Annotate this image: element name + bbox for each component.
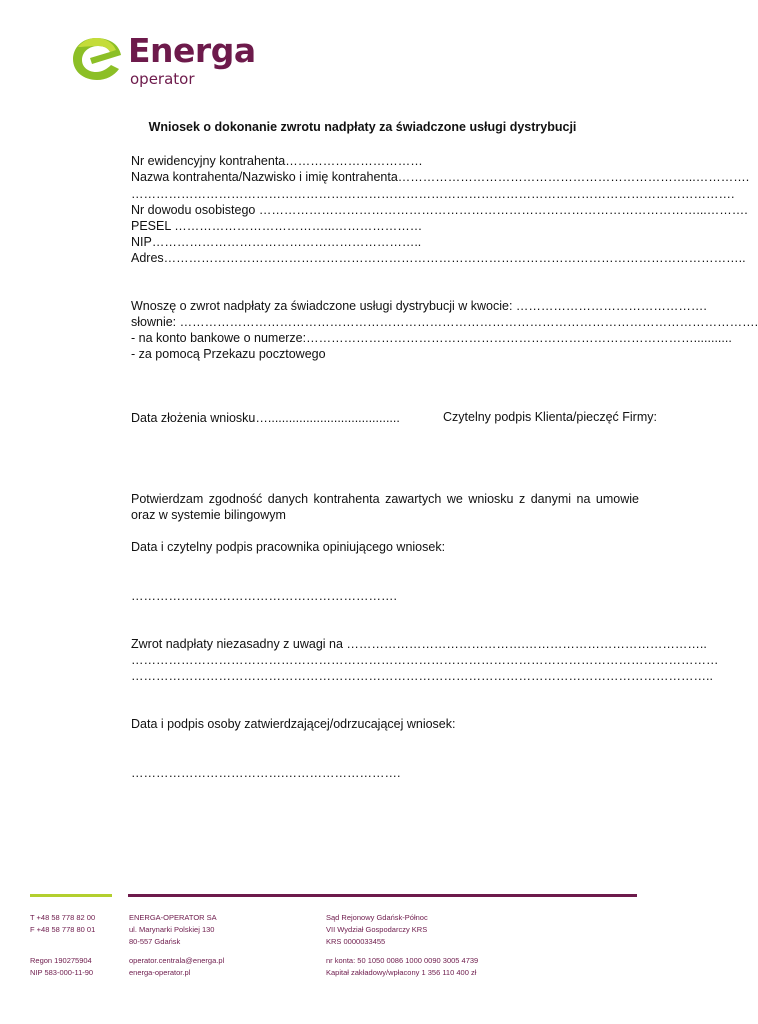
opinion-signature-line: ………………………………………………………. <box>131 589 397 603</box>
footer-court-division: VII Wydział Gospodarczy KRS <box>326 925 428 934</box>
refund-reason-line-3: ………………………………………………………………………………………………………………………….. <box>131 669 713 683</box>
energa-logo-mark-icon <box>70 32 126 88</box>
logo-wordmark: Energa <box>128 31 256 70</box>
footer-divider-green <box>30 894 112 897</box>
request-bank-account: - na konto bankowe o numerze:…………………………………………………………………………………........... <box>131 331 732 345</box>
field-nip: NIP……………………………………………………….. <box>131 235 422 249</box>
footer-email: operator.centrala@energa.pl <box>129 956 225 965</box>
footer-nip: NIP 583-000-11-90 <box>30 968 94 977</box>
footer-phone: T +48 58 778 82 00 <box>30 913 96 922</box>
approval-label: Data i podpis osoby zatwierdzającej/odrzucającej wniosek: <box>131 717 456 731</box>
document-title: Wniosek o dokonanie zwrotu nadpłaty za świadczone usługi dystrybucji <box>148 120 577 134</box>
field-address: Adres………………………………………………………………………………………………………………………….. <box>131 251 746 265</box>
footer-krs: KRS 0000033455 <box>326 937 386 946</box>
opinion-label: Data i czytelny podpis pracownika opiniującego wniosek: <box>131 540 446 554</box>
footer-bank-account: nr konta: 50 1050 0086 1000 0090 3005 4739 <box>326 956 479 965</box>
footer-divider-purple <box>128 894 637 897</box>
footer-fax: F +48 58 778 80 01 <box>30 925 96 934</box>
footer-share-capital: Kapitał zakładowy/wpłacony 1 356 110 400 zł <box>326 968 477 977</box>
footer-city: 80-557 Gdańsk <box>129 937 181 946</box>
field-pesel: PESEL ………………………………...………………… <box>131 219 423 233</box>
field-contractor-name: Nazwa kontrahenta/Nazwisko i imię kontrahenta……………………………………………………………...…………. <box>131 170 750 184</box>
confirmation-text: Potwierdzam zgodność danych kontrahenta zawartych we wniosku z danymi na umowie oraz w systemie bilingowym <box>131 492 639 522</box>
logo-subtitle: operator <box>130 70 195 88</box>
field-id-number: Nr dowodu osobistego ……………………………………………………………………………………………...………. <box>131 203 748 217</box>
request-amount-words: słownie: …………………………………………………………………………………………………………………………. <box>131 315 758 329</box>
request-postal-order: - za pomocą Przekazu pocztowego <box>131 347 326 361</box>
request-amount: Wnoszę o zwrot nadpłaty za świadczone usługi dystrybucji w kwocie: ………………………………………. <box>131 299 707 313</box>
footer-street: ul. Marynarki Polskiej 130 <box>129 925 215 934</box>
refund-unjustified-reason: Zwrot nadpłaty niezasadny z uwagi na …………………………………….…………………………………….. <box>131 637 707 651</box>
field-contractor-number: Nr ewidencyjny kontrahenta…………………………… <box>131 154 423 168</box>
footer-company: ENERGA-OPERATOR SA <box>129 913 217 922</box>
footer-regon: Regon 190275904 <box>30 956 92 965</box>
footer-website: energa-operator.pl <box>129 968 191 977</box>
footer-court: Sąd Rejonowy Gdańsk-Północ <box>326 913 428 922</box>
energa-logo <box>70 30 270 100</box>
approval-signature-line: ……………………………….………………………. <box>131 766 401 780</box>
field-contractor-name-cont: ………………………………………………………………………………………………………………………………. <box>131 187 735 201</box>
refund-reason-line-2: …………………………………………………………………………………………………………………………… <box>131 653 719 667</box>
submission-date: Data złożenia wniosku…...................................... <box>131 411 400 425</box>
client-signature-label: Czytelny podpis Klienta/pieczęć Firmy: <box>443 410 657 424</box>
